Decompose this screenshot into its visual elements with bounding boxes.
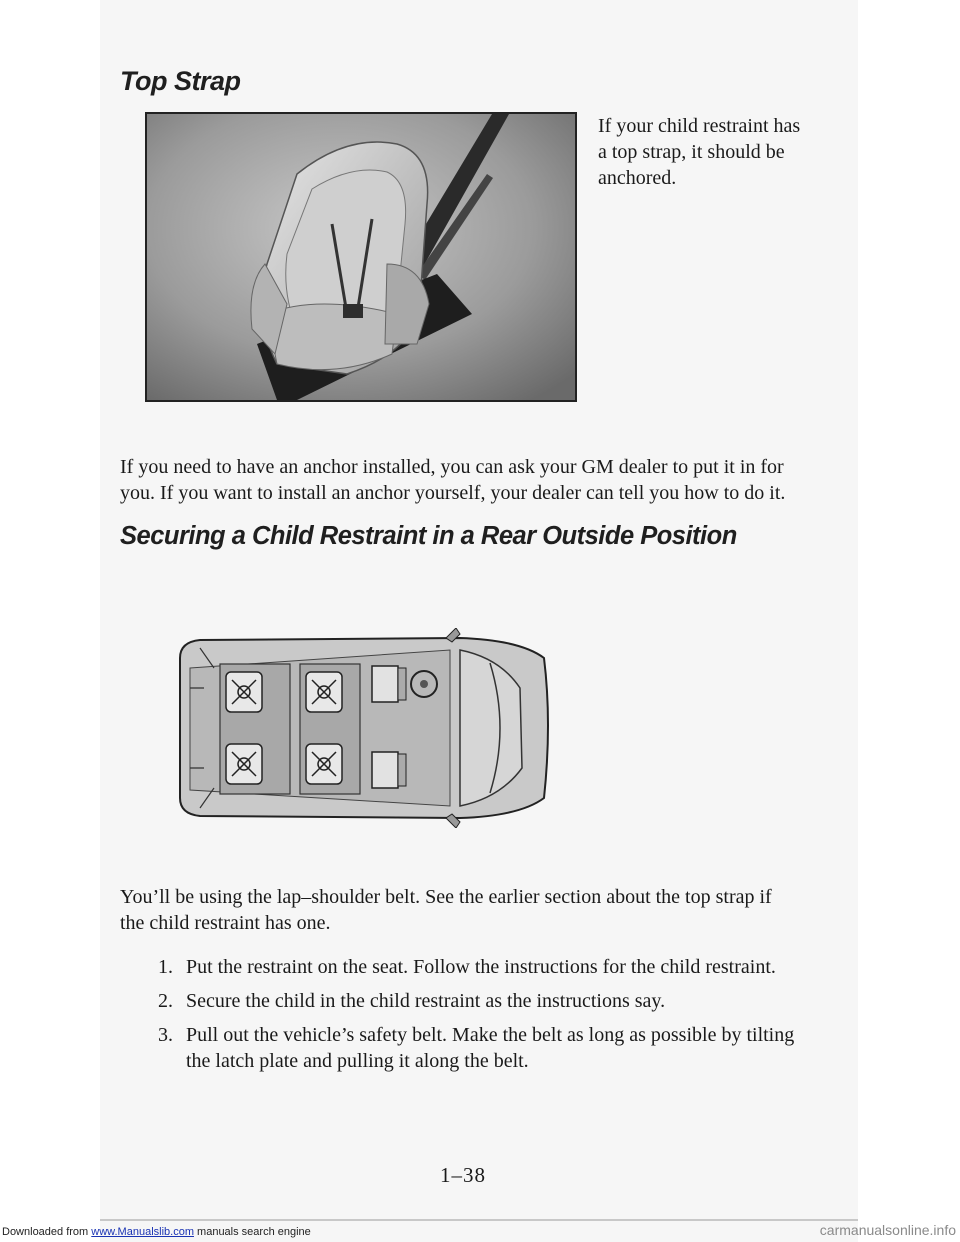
page-number: 1–38 [440,1163,486,1187]
section-heading-securing: Securing a Child Restraint in a Rear Outside Position [120,522,737,550]
list-item [158,1022,798,1074]
step-text: Pull out the vehicle’s safety belt. Make the belt as long as possible by tilting the latch plate and pulling it along the belt. [186,1024,795,1072]
step-number: 1. [158,956,173,978]
list-item [158,954,798,980]
credit-suffix: manuals search engine [193,1226,311,1238]
lap-shoulder-paragraph: You’ll be using the lap–shoulder belt. See the earlier section about the top strap if the child restraint has one. [120,886,772,934]
credit-prefix: Downloaded from [2,1226,92,1238]
list-item [158,988,798,1014]
download-credit [2,1226,311,1238]
step-number: 2. [158,990,173,1012]
footer-divider [100,1219,858,1221]
anchor-paragraph: If you need to have an anchor installed, you can ask your GM dealer to put it in for you. If you want to install an anchor yourself, your dealer can tell you how to do it. [120,456,786,504]
van-top-view-illustration [160,628,560,828]
vehicle-seating-diagram [160,628,560,828]
manualslib-link[interactable]: www.Manualslib.com [91,1226,194,1238]
section-heading-top-strap: Top Strap [120,66,241,96]
step-text: Secure the child in the child restraint as the instructions say. [186,990,666,1012]
instruction-list [158,954,798,1082]
step-number: 3. [158,1024,173,1046]
step-text: Put the restraint on the seat. Follow the instructions for the child restraint. [186,956,776,978]
child-seat-photo [145,112,577,402]
child-seat-illustration [147,114,575,400]
watermark-text: carmanualsonline.info [819,1222,956,1238]
top-strap-note: If your child restraint has a top strap, it should be anchored. [598,115,801,189]
